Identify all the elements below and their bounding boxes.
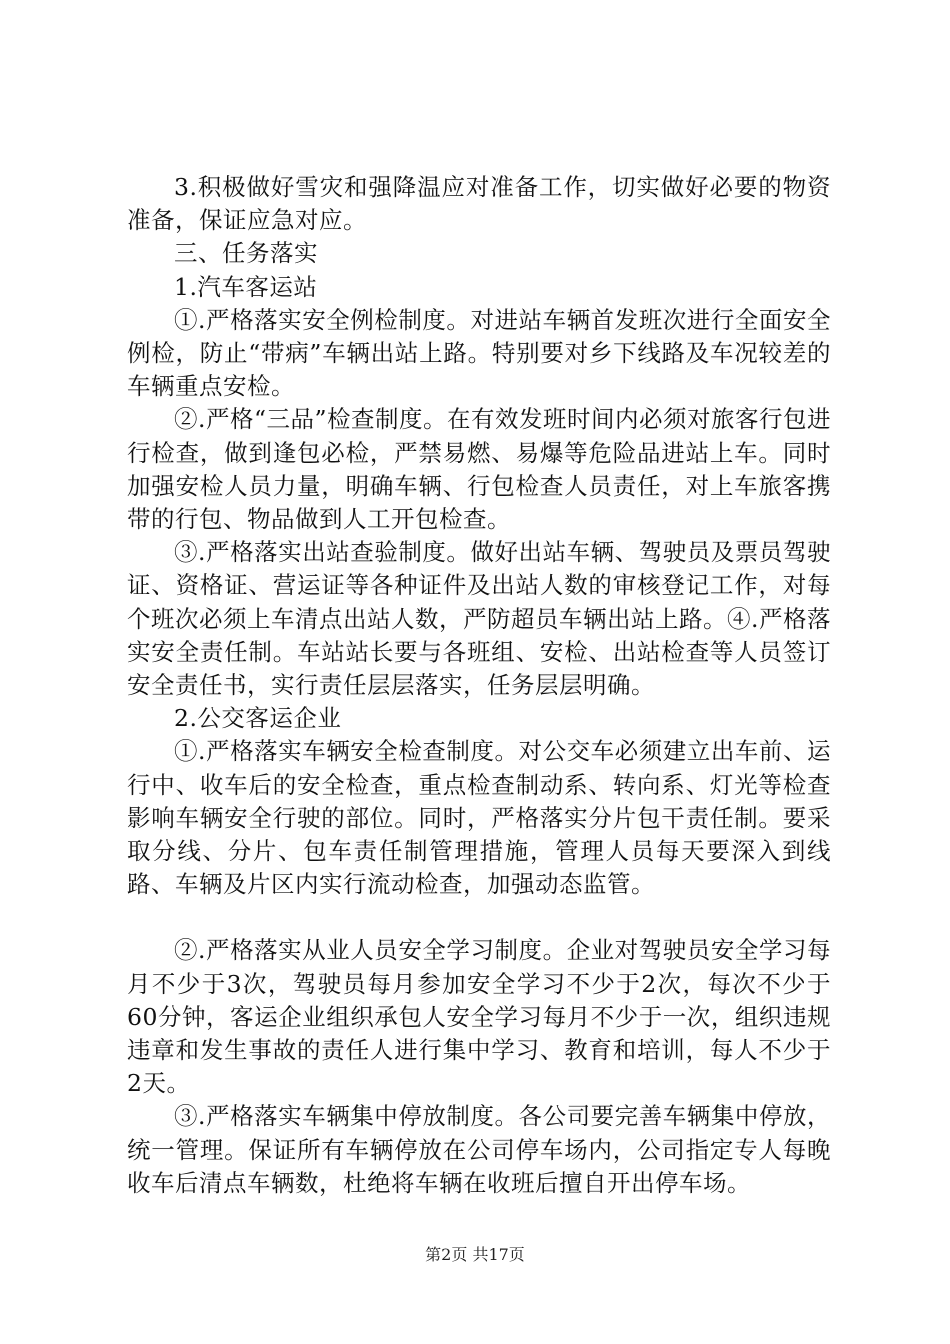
paragraph-transit-vehicle-inspection: ①.严格落实车辆安全检查制度。对公交车必须建立出车前、运行中、收车后的安全检查，重点检查制动系、转向系、灯光等检查影响车辆安全行驶的部位。同时，严格落实分片包干责任制。要采取分线、分片、包车责任制管理措施，管理人员每天要深入到线路、车辆及片区内实行流动检查，加强动态监管。	[127, 737, 831, 899]
subsection-heading-public-transit: 2.公交客运企业	[174, 704, 342, 733]
subsection-heading-bus-station: 1.汽车客运站	[174, 272, 318, 301]
paragraph-transit-centralized-parking: ③.严格落实车辆集中停放制度。各公司要完善车辆集中停放，统一管理。保证所有车辆停放在公司停车场内，公司指定专人每晚收车后清点车辆数，杜绝将车辆在收班后擅自开出停车场。	[127, 1102, 831, 1197]
paragraph-station-three-items-check: ②.严格“三品”检查制度。在有效发班时间内必须对旅客行包进行检查，做到逢包必检，严禁易燃、易爆等危险品进站上车。同时加强安检人员力量，明确车辆、行包检查人员责任，对上车旅客携带的行包、物品做到人工开包检查。	[127, 405, 831, 534]
paragraph-station-exit-verification: ③.严格落实出站查验制度。做好出站车辆、驾驶员及票员驾驶证、资格证、营运证等各种证件及出站人数的审核登记工作，对每个班次必须上车清点出站人数，严防超员车辆出站上路。④.严格落实安全责任制。车站站长要与各班组、安检、出站检查等人员签订安全责任书，实行责任层层落实，任务层层明确。	[127, 538, 831, 700]
section-heading-task-implementation: 三、任务落实	[174, 239, 318, 268]
paragraph-item-3: 3.积极做好雪灾和强降温应对准备工作，切实做好必要的物资准备，保证应急对应。	[127, 173, 831, 235]
page-number-footer: 第2页 共17页	[425, 1245, 525, 1264]
document-body	[127, 171, 831, 1200]
paragraph-station-safety-inspection: ①.严格落实安全例检制度。对进站车辆首发班次进行全面安全例检，防止“带病”车辆出站上路。特别要对乡下线路及车况较差的车辆重点安检。	[127, 305, 831, 401]
paragraph-transit-staff-training: ②.严格落实从业人员安全学习制度。企业对驾驶员安全学习每月不少于3次，驾驶员每月参加安全学习不少于2次，每次不少于60分钟，客运企业组织承包人安全学习每月不少于一次，组织违规违章和发生事故的责任人进行集中学习、教育和培训，每人不少于2天。	[127, 936, 831, 1098]
